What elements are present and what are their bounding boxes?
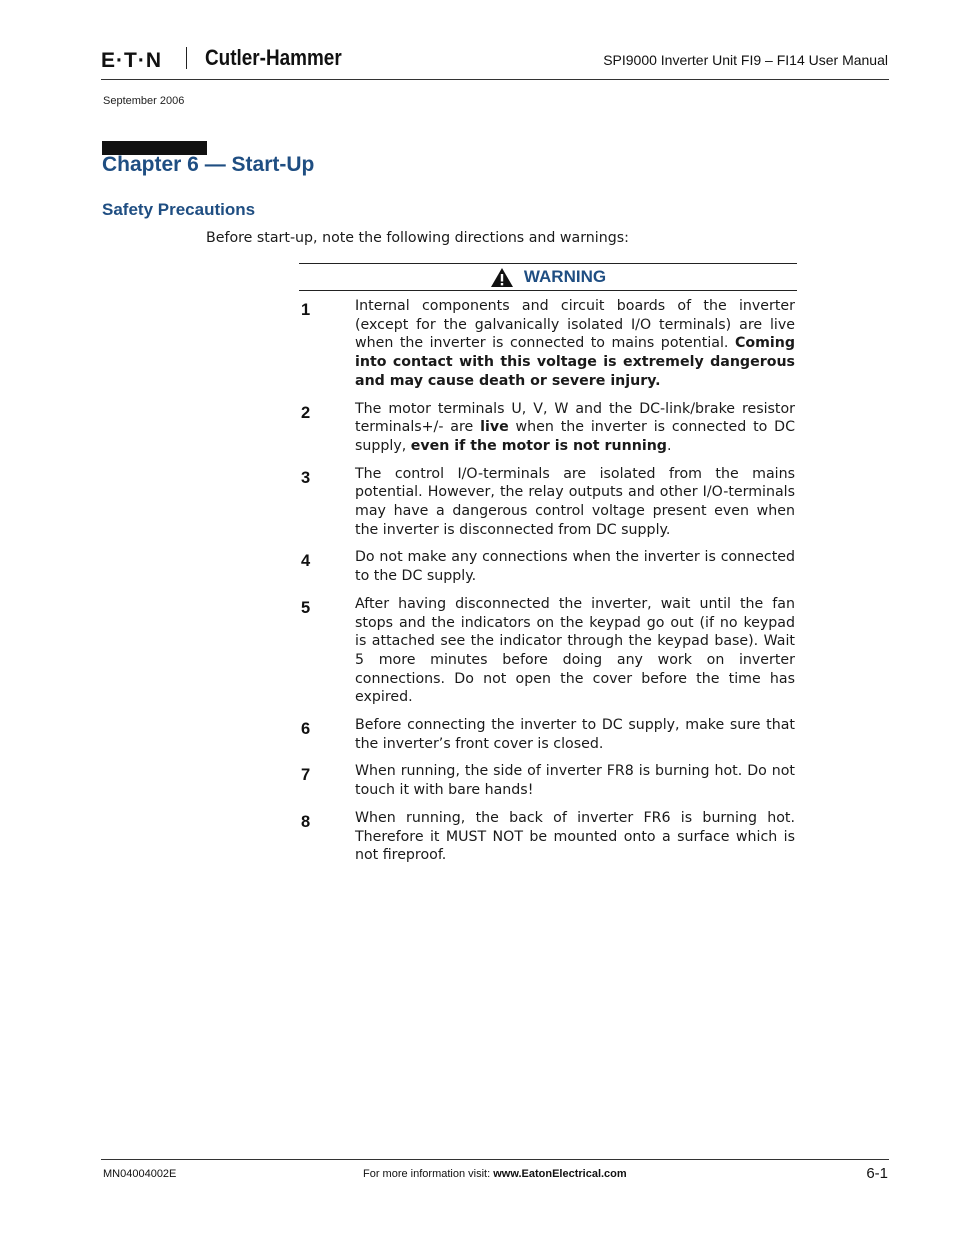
body-text: Internal components and circuit boards of the inverter (except for the galvanically isolated I/O terminals) are live when the inverter is connected to mains potential. [355,298,795,352]
body-text: Do not make any connections when the inverter is connected to the DC supply. [355,549,795,585]
warning-header [299,266,797,288]
warning-item-number: 7 [301,766,311,785]
warning-item-text [355,595,795,707]
body-text: The control I/O-terminals are isolated from the mains potential. However, the relay outputs and other I/O-terminals may have a dangerous control voltage present even when the inverter is disconnected from DC supply. [355,465,795,538]
document-number: MN04004002E [103,1168,177,1180]
body-text: After having disconnected the inverter, wait until the fan stops and the indicators on the keypad go out (if no keypad is attached see the indicator through the keypad base). Wait 5 more minutes before doing any work on inverter connections. Do not open the cover before the time has expired. [355,595,795,706]
cutler-hammer-logo: Cutler-Hammer [205,45,342,70]
warning-item-number: 6 [301,720,311,739]
footer-link[interactable]: www.EatonElectrical.com [493,1168,627,1180]
warning-top-rule [299,263,797,264]
body-text: Before connecting the inverter to DC supply, make sure that the inverter’s front cover is closed. [355,717,795,752]
logo-divider [186,47,187,69]
eaton-logo: E·T·N [101,49,162,72]
intro-text: Before start-up, note the following directions and warnings: [206,230,629,246]
body-text: When running, the back of inverter FR6 is burning hot. Therefore it MUST NOT be mounted onto a surface which is not fireproof. [355,809,795,864]
section-title: Safety Precautions [102,200,256,219]
header-rule [101,79,889,80]
warning-item [299,809,797,865]
publication-date: September 2006 [103,95,185,107]
footer-rule [101,1159,889,1160]
warning-item-number: 8 [301,812,311,831]
warning-item-text [355,716,795,753]
warning-item-text [355,465,795,540]
warning-item-text [355,809,795,865]
emphasis-text: Coming into contact with this voltage is extremely dangerous and may cause death or severe injury. [355,335,795,389]
page-number: 6-1 [866,1165,888,1182]
warning-item [299,465,797,540]
warning-item [299,762,797,799]
warning-item [299,595,797,707]
warning-item-number: 5 [301,598,311,617]
warning-bottom-rule [299,290,797,291]
warning-item-text [355,297,795,391]
body-text: when the inverter is connected to DC supply, [355,419,795,454]
chapter-title: Chapter 6 — Start-Up [102,153,315,176]
footer-info [363,1168,627,1180]
emphasis-text: even if the motor is not running [410,437,667,454]
warning-item [299,400,797,456]
warning-item-number: 2 [301,403,311,422]
warning-list [299,297,797,874]
warning-item [299,297,797,391]
warning-item-number: 1 [301,301,311,319]
warning-item-text [355,762,795,799]
warning-item-number: 3 [301,468,311,487]
warning-item [299,548,797,585]
body-text: . [666,437,672,454]
body-text: The motor terminals U, V, W and the DC-link/brake resistor terminals+/- are [355,400,795,436]
document-title: SPI9000 Inverter Unit FI9 – FI14 User Manual [603,52,888,68]
body-text: When running, the side of inverter FR8 is burning hot. Do not touch it with bare hands! [355,763,795,799]
warning-item-number: 4 [301,552,311,571]
warning-item-text [355,548,795,585]
warning-item [299,716,797,753]
warning-item-text [355,400,795,456]
warning-triangle-icon [490,267,514,288]
emphasis-text: live [480,419,509,436]
warning-label: WARNING [523,267,607,286]
footer-info-prefix: For more information visit: [363,1168,494,1180]
